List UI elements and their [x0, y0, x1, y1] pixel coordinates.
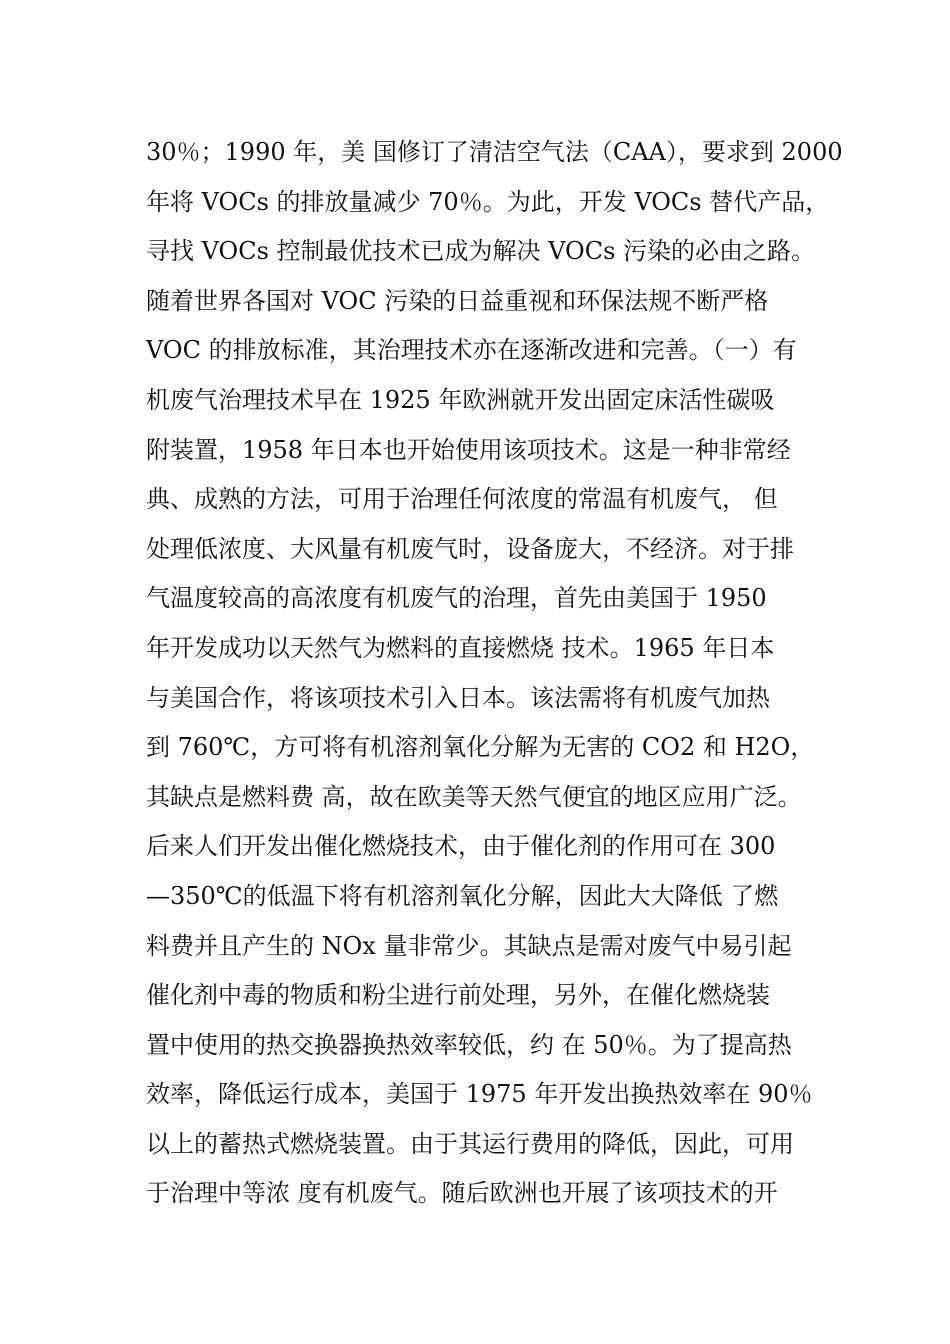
- text-line-12: 与美国合作，将该项技术引入日本。该法需将有机废气加热: [146, 683, 770, 712]
- text-line-13: 到 760℃，方可将有机溶剂氧化分解为无害的 CO2 和 H2O，: [146, 733, 815, 762]
- text-line-18: 催化剂中毒的物质和粉尘进行前处理，另外，在催化燃烧装: [146, 981, 770, 1010]
- text-line-11: 年开发成功以天然气为燃料的直接燃烧 技术。1965 年日本: [146, 633, 775, 662]
- text-line-22: 于治理中等浓 度有机废气。随后欧洲也开展了该项技术的开: [146, 1179, 778, 1208]
- text-line-2: 年将 VOCs 的排放量减少 70％。为此，开发 VOCs 替代产品，: [146, 187, 830, 216]
- text-line-6: 机废气治理技术早在 1925 年欧洲就开发出固定床活性碳吸: [146, 385, 775, 414]
- text-line-21: 以上的蓄热式燃烧装置。由于其运行费用的降低，因此，可用: [146, 1129, 794, 1158]
- text-line-1: 30％；1990 年，美 国修订了清洁空气法（CAA），要求到 2000: [146, 138, 843, 166]
- text-line-5: VOC 的排放标准，其治理技术亦在逐渐改进和完善。（一）有: [146, 336, 797, 365]
- text-line-14: 其缺点是燃料费 高，故在欧美等天然气便宜的地区应用广泛。: [146, 782, 802, 811]
- text-line-9: 处理低浓度、大风量有机废气时，设备庞大，不经济。对于排: [146, 534, 794, 563]
- text-line-10: 气温度较高的高浓度有机废气的治理，首先由美国于 1950: [146, 584, 767, 613]
- text-line-19: 置中使用的热交换器换热效率较低，约 在 50％。为了提高热: [146, 1030, 792, 1059]
- text-line-17: 料费并且产生的 NOx 量非常少。其缺点是需对废气中易引起: [146, 931, 792, 960]
- text-line-15: 后来人们开发出催化燃烧技术，由于催化剂的作用可在 300: [146, 832, 776, 861]
- text-line-3: 寻找 VOCs 控制最优技术已成为解决 VOCs 污染的必由之路。: [146, 237, 816, 266]
- text-line-4: 随着世界各国对 VOC 污染的日益重视和环保法规不断严格: [146, 286, 769, 315]
- text-line-16: —350℃的低温下将有机溶剂氧化分解，因此大大降低 了燃: [146, 881, 779, 910]
- text-line-7: 附装置，1958 年日本也开始使用该项技术。这是一种非常经: [146, 435, 791, 464]
- body-text: [146, 128, 843, 1219]
- text-line-8: 典、成熟的方法，可用于治理任何浓度的常温有机废气， 但: [146, 485, 778, 514]
- text-line-20: 效率，降低运行成本，美国于 1975 年开发出换热效率在 90％: [146, 1080, 813, 1109]
